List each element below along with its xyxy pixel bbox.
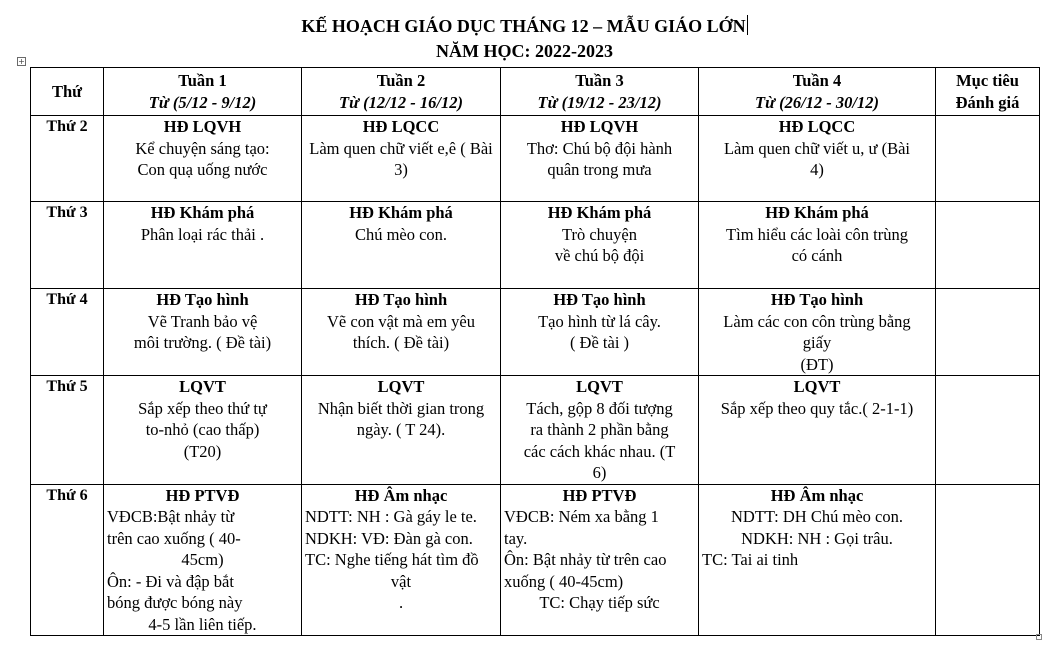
- activity-line: TC: Chạy tiếp sức: [539, 593, 660, 612]
- activity-heading: HĐ Khám phá: [349, 203, 453, 222]
- activity-line: Vẽ con vật mà em yêu: [327, 311, 475, 331]
- header-week-4: [699, 68, 936, 116]
- activity-heading: HĐ Khám phá: [765, 203, 869, 222]
- activity-line: Phân loại rác thải .: [140, 224, 265, 244]
- header-day: Thứ: [31, 68, 104, 116]
- activity-line: VĐCB:Bật nhảy từ: [107, 507, 235, 526]
- table-row: [31, 202, 1040, 289]
- activity-line: trên cao xuống ( 40-: [107, 528, 241, 548]
- activity-heading: HĐ Âm nhạc: [354, 485, 448, 505]
- activity-cell: [302, 484, 501, 636]
- activity-line: về chú bộ đội: [554, 246, 645, 265]
- activity-line: (T20): [183, 441, 222, 461]
- activity-cell: [104, 376, 302, 485]
- activity-line: 4-5 lần liên tiếp.: [148, 614, 257, 634]
- activity-line: Ôn: Bật nhảy từ trên cao: [504, 550, 667, 569]
- header-week-2: [302, 68, 501, 116]
- activity-cell: [302, 116, 501, 202]
- activity-line: 4): [810, 160, 824, 179]
- activity-heading: HĐ LQVH: [163, 117, 242, 136]
- activity-heading: HĐ PTVĐ: [562, 485, 637, 505]
- activity-heading: LQVT: [793, 377, 841, 396]
- day-cell: Thứ 3: [31, 202, 104, 289]
- activity-cell: [699, 376, 936, 485]
- activity-line: NDTT: DH Chú mèo con.: [731, 507, 903, 526]
- activity-cell: [501, 202, 699, 289]
- table-row: [31, 289, 1040, 376]
- activity-line: TC: Nghe tiếng hát tìm đồ: [305, 550, 479, 569]
- activity-line: Thơ: Chú bộ đội hành: [526, 138, 673, 158]
- activity-cell: [302, 289, 501, 376]
- activity-line: ( Đề tài ): [569, 333, 630, 352]
- document-subtitle: NĂM HỌC: 2022-2023: [436, 41, 613, 61]
- title-line-1: KẾ HOẠCH GIÁO DỤC THÁNG 12 – MẪU GIÁO LỚN: [301, 16, 746, 36]
- activity-line: Sắp xếp theo quy tắc.( 2-1-1): [720, 398, 914, 418]
- activity-line: xuống ( 40-45cm): [504, 571, 624, 591]
- activity-line: Trò chuyện: [561, 224, 637, 244]
- activity-line: ngày. ( T 24).: [356, 420, 446, 439]
- activity-line: các cách khác nhau. (T: [523, 441, 676, 461]
- activity-line: bóng được bóng này: [107, 593, 243, 612]
- activity-line: Tìm hiểu các loài côn trùng: [726, 224, 908, 244]
- activity-heading: HĐ Tạo hình: [156, 290, 249, 309]
- activity-line: NDKH: NH : Gọi trâu.: [741, 528, 893, 548]
- week-name: Tuần 4: [792, 71, 842, 90]
- header-week-1: [104, 68, 302, 116]
- activity-line: tay.: [504, 528, 528, 548]
- goal-cell: [936, 289, 1040, 376]
- day-cell: Thứ 2: [31, 116, 104, 202]
- goal-line-2: Đánh giá: [955, 92, 1020, 112]
- activity-line: NDKH: VĐ: Đàn gà con.: [305, 528, 473, 548]
- activity-line: Tạo hình từ lá cây.: [538, 311, 661, 331]
- week-range: Từ (5/12 - 9/12): [148, 92, 257, 112]
- activity-line: ra thành 2 phần bằng: [530, 420, 669, 439]
- activity-cell: [501, 484, 699, 636]
- week-range: Từ (19/12 - 23/12): [537, 92, 662, 112]
- goal-line-1: Mục tiêu: [956, 71, 1019, 90]
- activity-line: 3): [394, 160, 408, 179]
- activity-line: TC: Tai ai tinh: [702, 550, 799, 569]
- activity-line: Nhận biết thời gian trong: [317, 398, 485, 418]
- activity-cell: [104, 202, 302, 289]
- table-row: [31, 116, 1040, 202]
- activity-heading: HĐ Khám phá: [547, 203, 652, 222]
- day-cell: Thứ 6: [31, 484, 104, 636]
- goal-cell: [936, 202, 1040, 289]
- activity-heading: HĐ PTVĐ: [165, 485, 240, 505]
- goal-cell: [936, 376, 1040, 485]
- activity-line: Con quạ uống nước: [137, 160, 268, 179]
- activity-cell: [699, 116, 936, 202]
- goal-cell: [936, 484, 1040, 636]
- activity-line: Vẽ Tranh bảo vệ: [147, 311, 258, 331]
- activity-line: Làm các con côn trùng bằng: [723, 311, 911, 331]
- activity-cell: [104, 484, 302, 636]
- activity-heading: LQVT: [576, 377, 623, 396]
- week-name: Tuần 2: [376, 71, 426, 90]
- activity-heading: HĐ LQCC: [362, 117, 440, 136]
- activity-heading: HĐ Khám phá: [150, 203, 255, 222]
- activity-heading: HĐ LQCC: [778, 117, 856, 136]
- activity-line: quân trong mưa: [547, 160, 652, 179]
- activity-cell: [104, 116, 302, 202]
- activity-line: Kể chuyện sáng tạo:: [135, 138, 270, 158]
- activity-line: Tách, gộp 8 đối tượng: [526, 398, 673, 418]
- header-row: [31, 68, 1040, 116]
- week-range: Từ (26/12 - 30/12): [755, 92, 879, 112]
- activity-cell: [501, 376, 699, 485]
- activity-cell: [302, 376, 501, 485]
- document-title: [0, 15, 1049, 37]
- table-resize-handle[interactable]: [1036, 634, 1042, 640]
- activity-line: giấy: [802, 333, 832, 352]
- activity-line: thích. ( Đề tài): [352, 333, 450, 352]
- activity-heading: LQVT: [377, 377, 425, 396]
- week-range: Từ (12/12 - 16/12): [339, 92, 463, 112]
- activity-line: Làm quen chữ viết u, ư (Bài: [723, 138, 911, 158]
- activity-line: NDTT: NH : Gà gáy le te.: [305, 507, 477, 526]
- week-name: Tuần 3: [575, 71, 624, 90]
- activity-heading: LQVT: [179, 377, 226, 396]
- activity-heading: HĐ Tạo hình: [354, 290, 448, 309]
- activity-line: môi trường. ( Đề tài): [133, 333, 272, 352]
- activity-cell: [501, 289, 699, 376]
- table-move-handle-icon[interactable]: +: [18, 57, 25, 66]
- activity-line: vật: [390, 571, 412, 591]
- activity-cell: [699, 289, 936, 376]
- activity-line: Làm quen chữ viết e,ê ( Bài: [309, 138, 493, 158]
- activity-cell: [501, 116, 699, 202]
- week-name: Tuần 1: [178, 71, 227, 90]
- activity-heading: HĐ Âm nhạc: [770, 485, 864, 505]
- table-row: [31, 484, 1040, 636]
- activity-line: có cánh: [791, 246, 843, 265]
- activity-heading: HĐ Tạo hình: [770, 290, 864, 309]
- activity-cell: [104, 289, 302, 376]
- plan-table: [30, 67, 1040, 636]
- activity-heading: HĐ LQVH: [560, 117, 639, 136]
- table-row: [31, 376, 1040, 485]
- activity-cell: [699, 484, 936, 636]
- header-week-3: [501, 68, 699, 116]
- header-goal: [936, 68, 1040, 116]
- day-cell: Thứ 5: [31, 376, 104, 485]
- activity-line: 45cm): [181, 550, 224, 569]
- goal-cell: [936, 116, 1040, 202]
- text-cursor: [747, 15, 748, 35]
- activity-line: .: [398, 593, 404, 612]
- activity-heading: HĐ Tạo hình: [553, 290, 646, 309]
- activity-line: to-nhỏ (cao thấp): [145, 420, 260, 439]
- activity-cell: [699, 202, 936, 289]
- activity-line: Chú mèo con.: [354, 224, 448, 244]
- activity-cell: [302, 202, 501, 289]
- day-cell: Thứ 4: [31, 289, 104, 376]
- activity-line: 6): [592, 463, 607, 482]
- activity-line: VĐCB: Ném xa bằng 1: [504, 507, 659, 526]
- activity-line: Sắp xếp theo thứ tự: [138, 398, 267, 418]
- activity-line: Ôn: - Đi và đập bắt: [107, 571, 234, 591]
- activity-line: (ĐT): [800, 354, 834, 374]
